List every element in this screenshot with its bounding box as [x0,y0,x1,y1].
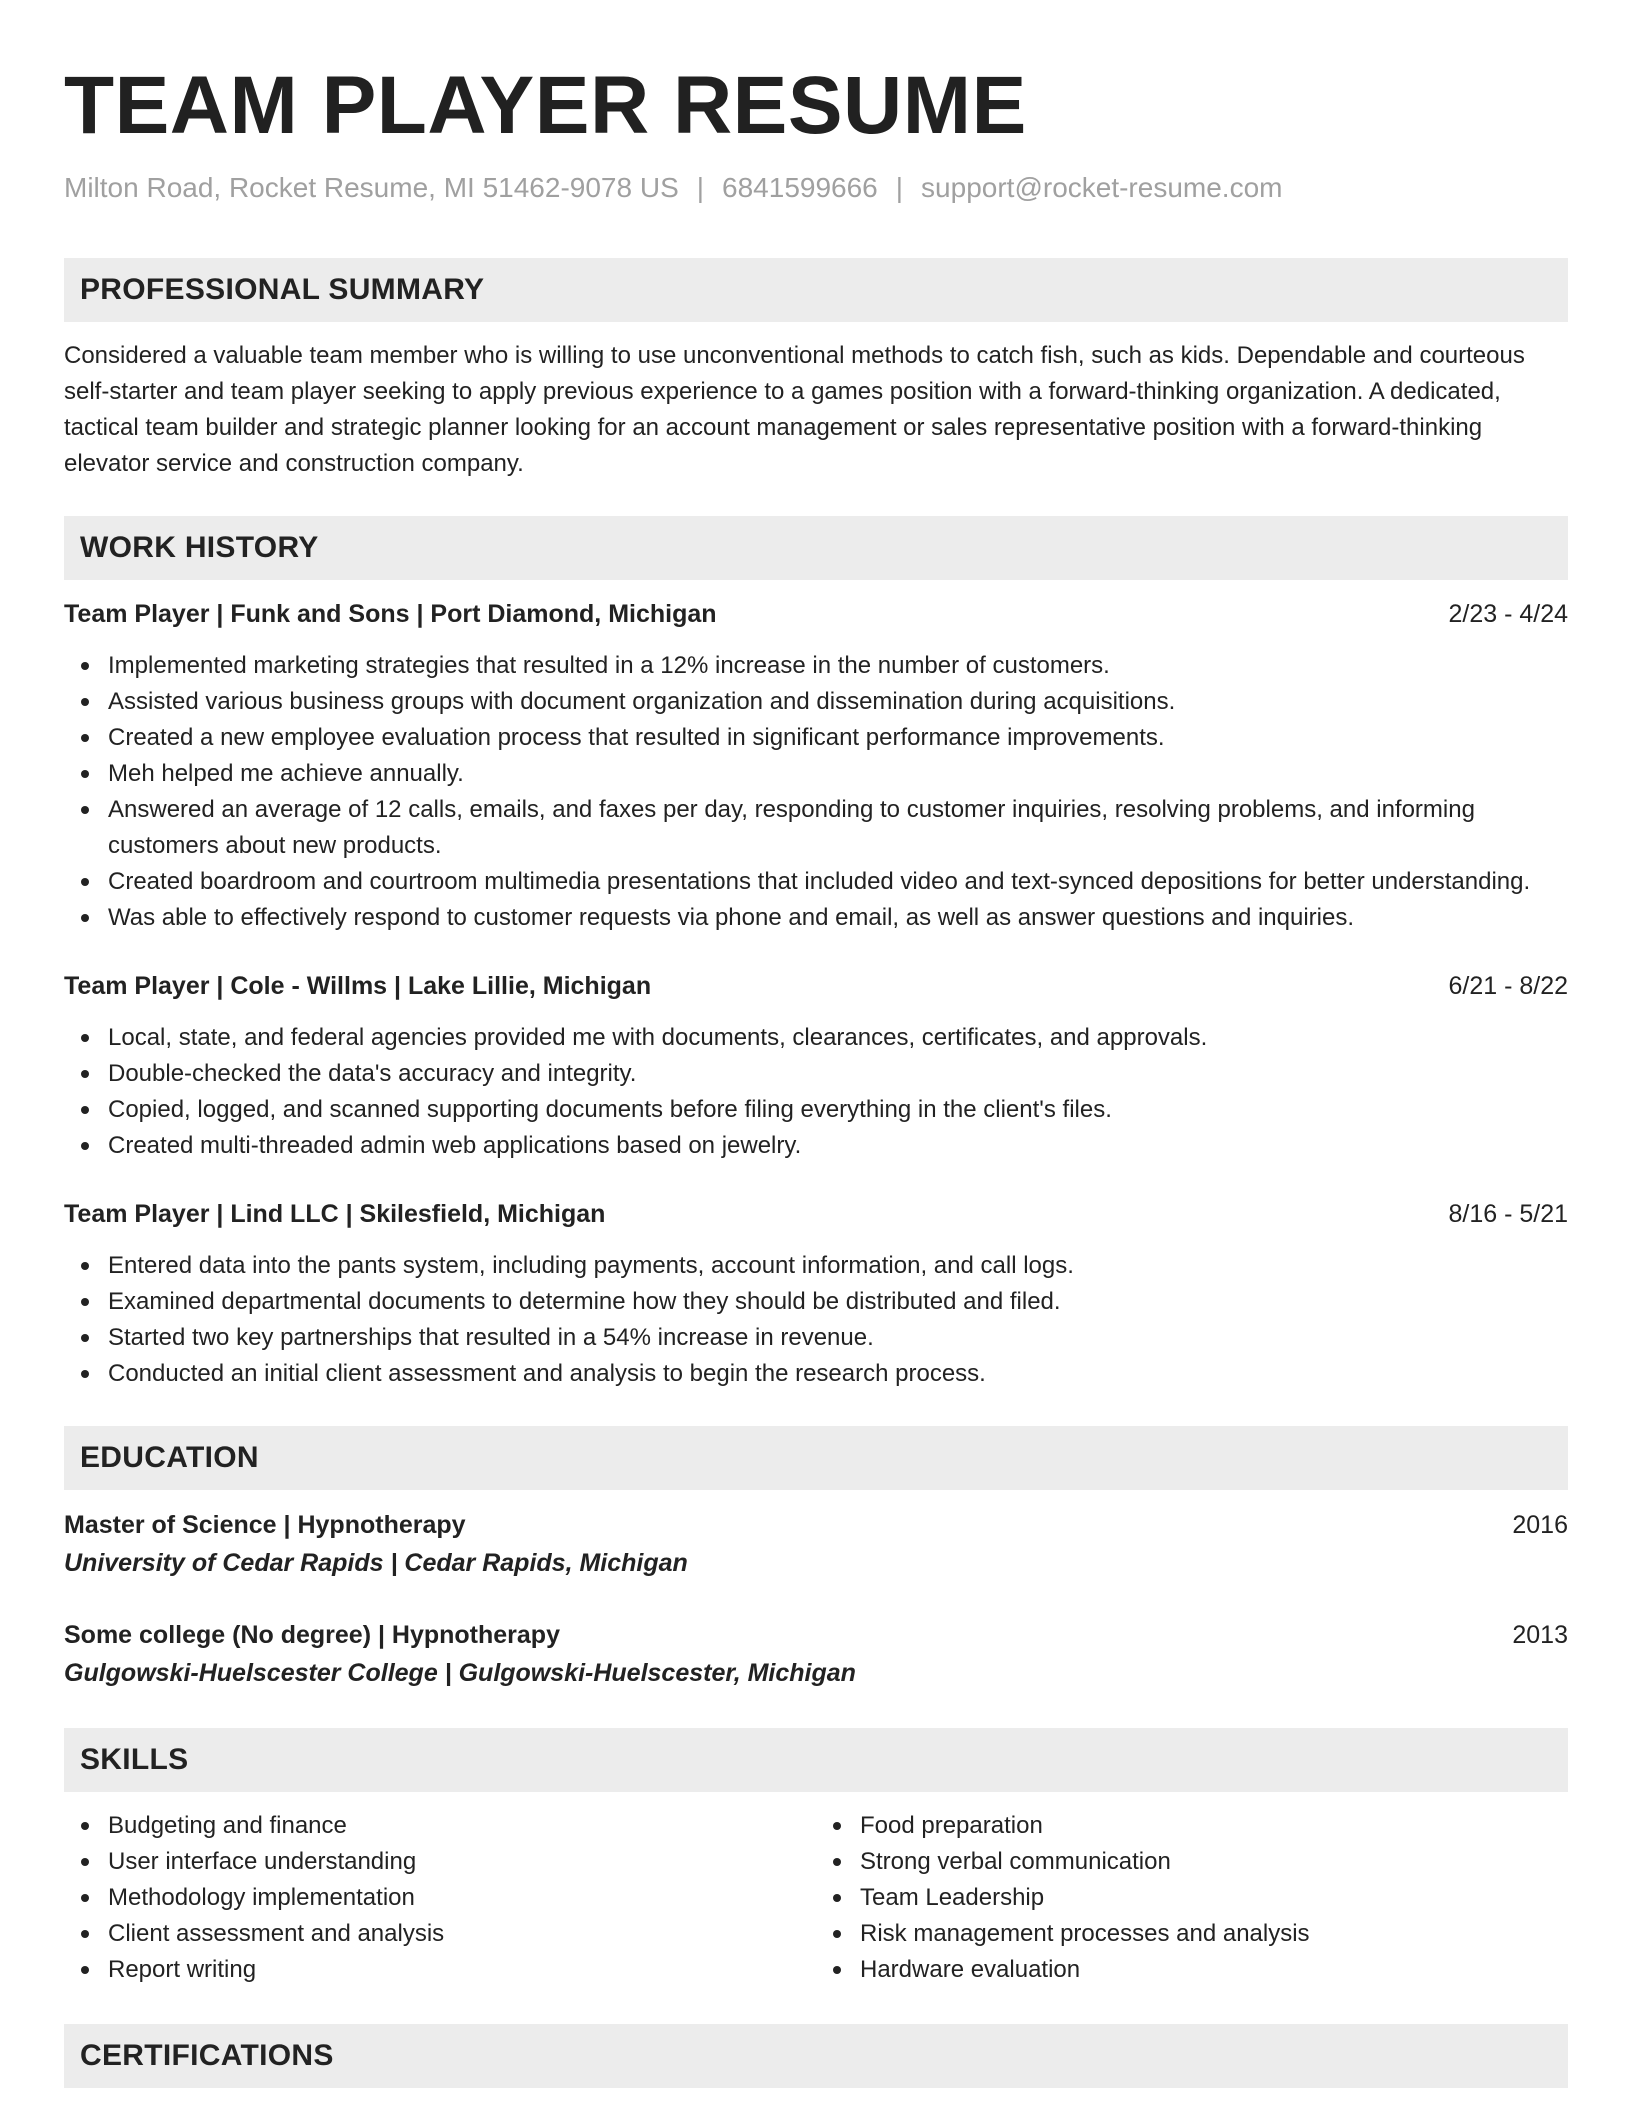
education-school: Gulgowski-Huelscester College | Gulgowski-Huelscester, Michigan [64,1659,856,1687]
contact-separator: | [696,172,705,203]
job-bullets [64,1248,1568,1392]
summary-heading-bar [64,258,1568,322]
list-item: Assisted various business groups with document organization and dissemination during acquisitions. [64,684,1568,720]
education-degree: Master of Science | Hypnotherapy [64,1511,466,1539]
education-year: 2013 [1512,1621,1568,1649]
education-year: 2016 [1512,1511,1568,1539]
job-entry [64,1196,1568,1392]
job-header [64,596,1568,632]
education-heading-bar [64,1426,1568,1490]
list-item: Was able to effectively respond to customer requests via phone and email, as well as answer questions and inquiries. [64,900,1568,936]
job-bullets [64,1020,1568,1164]
contact-email: support@rocket-resume.com [921,172,1283,203]
skills-right-list [816,1808,1568,1988]
list-item: Implemented marketing strategies that resulted in a 12% increase in the number of customers. [64,648,1568,684]
work-heading-bar [64,516,1568,580]
job-entry [64,596,1568,936]
list-item: Food preparation [816,1808,1568,1844]
list-item: Created boardroom and courtroom multimedia presentations that included video and text-synced depositions for better understanding. [64,864,1568,900]
contact-phone: 6841599666 [722,172,878,203]
contact-separator: | [895,172,904,203]
job-title: Team Player | Cole - Willms | Lake Lillie, Michigan [64,972,652,1000]
education-entry [64,1616,1568,1692]
list-item: Team Leadership [816,1880,1568,1916]
job-dates: 8/16 - 5/21 [1448,1200,1568,1228]
skills-heading-bar [64,1728,1568,1792]
list-item: Hardware evaluation [816,1952,1568,1988]
resume-title: TEAM PLAYER RESUME [64,60,1027,151]
list-item: Entered data into the pants system, including payments, account information, and call logs. [64,1248,1568,1284]
list-item: Conducted an initial client assessment and analysis to begin the research process. [64,1356,1568,1392]
list-item: Double-checked the data's accuracy and integrity. [64,1056,1568,1092]
job-dates: 6/21 - 8/22 [1448,972,1568,1000]
job-title: Team Player | Funk and Sons | Port Diamond, Michigan [64,600,717,628]
summary-heading: PROFESSIONAL SUMMARY [80,273,485,306]
list-item: Meh helped me achieve annually. [64,756,1568,792]
contact-address: Milton Road, Rocket Resume, MI 51462-9078 US [64,172,679,203]
list-item: Budgeting and finance [64,1808,816,1844]
certifications-heading: CERTIFICATIONS [80,2039,334,2072]
list-item: Local, state, and federal agencies provided me with documents, clearances, certificates, and approvals. [64,1020,1568,1056]
list-item: Client assessment and analysis [64,1916,816,1952]
skills-left-list [64,1808,816,1988]
list-item: Created multi-threaded admin web applications based on jewelry. [64,1128,1568,1164]
job-dates: 2/23 - 4/24 [1448,600,1568,628]
list-item: Examined departmental documents to determine how they should be distributed and filed. [64,1284,1568,1320]
job-bullets [64,648,1568,936]
summary-text: Considered a valuable team member who is willing to use unconventional methods to catch fish, such as kids. Dependable and courteous self-starter and team player seeking to apply previous experience to a games position with a forward-thinking organization. A dedicated, tactical team builder and strategic planner looking for an account management or sales representative position with a forward-thinking elevator service and construction company. [64,342,1525,477]
education-entry [64,1506,1568,1582]
list-item: Answered an average of 12 calls, emails, and faxes per day, responding to customer inquiries, resolving problems, and informing customers about new products. [64,792,1568,864]
list-item: Methodology implementation [64,1880,816,1916]
job-title: Team Player | Lind LLC | Skilesfield, Michigan [64,1200,606,1228]
education-school: University of Cedar Rapids | Cedar Rapids, Michigan [64,1549,688,1577]
list-item: Risk management processes and analysis [816,1916,1568,1952]
education-degree: Some college (No degree) | Hypnotherapy [64,1621,560,1649]
job-entry [64,968,1568,1164]
work-heading: WORK HISTORY [80,531,319,564]
job-header [64,968,1568,1004]
education-row [64,1506,1568,1544]
list-item: Started two key partnerships that resulted in a 54% increase in revenue. [64,1320,1568,1356]
list-item: Copied, logged, and scanned supporting documents before filing everything in the client's files. [64,1092,1568,1128]
list-item: User interface understanding [64,1844,816,1880]
list-item: Strong verbal communication [816,1844,1568,1880]
education-heading: EDUCATION [80,1441,259,1474]
list-item: Report writing [64,1952,816,1988]
skills-columns [64,1808,1568,1988]
education-row [64,1616,1568,1654]
contact-line [64,168,1568,208]
job-header [64,1196,1568,1232]
certifications-heading-bar [64,2024,1568,2088]
list-item: Created a new employee evaluation process that resulted in significant performance improvements. [64,720,1568,756]
skills-heading: SKILLS [80,1743,189,1776]
